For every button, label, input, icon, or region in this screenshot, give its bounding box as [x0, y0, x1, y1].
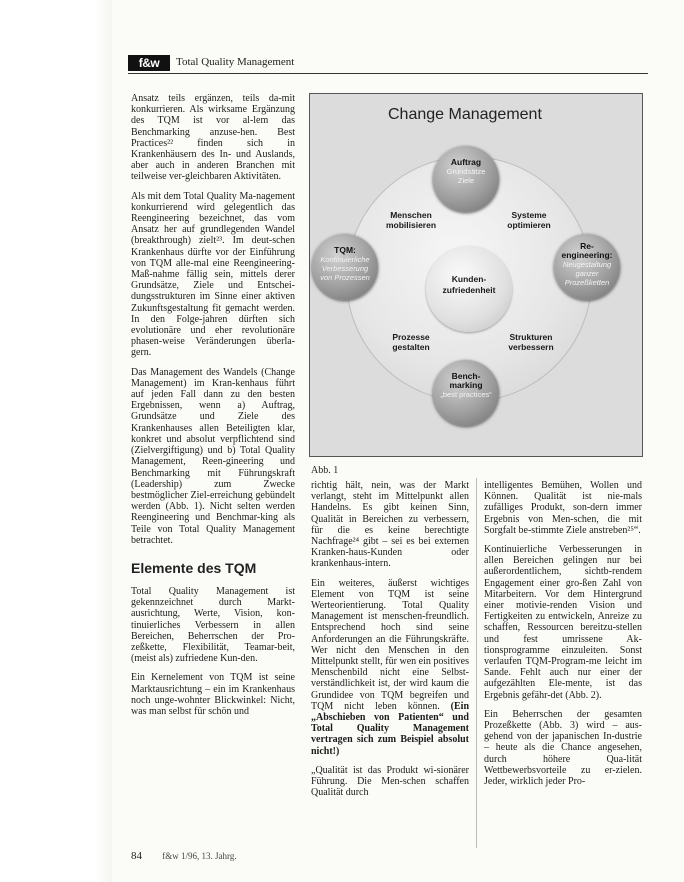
node-reengineering	[554, 234, 620, 300]
figure-caption: Abb. 1	[311, 465, 339, 476]
node-title: Auftrag	[450, 157, 482, 167]
running-header	[128, 55, 648, 75]
page-number: 84	[131, 850, 142, 862]
bold-remark: (Ein „Abschieben von Patienten“ und Total Quality Management vertragen sich zum Beispiel absolut nicht!)	[311, 700, 470, 757]
section-heading: Elemente des TQM	[131, 559, 257, 576]
node-tqm	[312, 234, 378, 300]
paragraph: richtig hält, nein, was der Markt verlangt, steht im Mittelpunkt allen Handelns. Es gibt keinen Sinn, Qualität in Bereichen zu verbessern, für die es keine berechtigte Nachfrage²⁴ gibt – sei es bei externen Kranken-haus-Kunden oder krankenhaus-intern.	[311, 480, 469, 570]
journal-logo: f&w	[128, 55, 170, 71]
header-title: Total Quality Management	[176, 56, 295, 68]
node-auftrag	[433, 146, 499, 212]
node-subtitle: Kontinuierliche Verbesserung von Prozessen	[320, 255, 370, 282]
page-margin	[0, 0, 112, 882]
node-subtitle: Neugestaltung ganzer Prozeßketten	[562, 260, 612, 287]
paragraph-text: Ein weiteres, äußerst wichtiges Element von TQM ist seine Werteorientierung. Total Quality Management ist menschen-freundlich. Entsprechend hoch sind seine Anforderungen an die Führungskräfte. Wer nicht den Menschen in den Mittelpunkt stellt, für wen ein positives Menschenbild nicht eine Selbst-verständlichkeit ist, der wird kaum die Grundidee von TQM begreifen und TQM nicht leben können.	[311, 577, 469, 712]
paragraph: Kontinuierliche Verbesserungen in allen Bereichen gelingen nur bei außerordentlichem, sichtb-rendem Engagement einer gro-ßen Zahl von Mitarbeitern. Vor dem Hintergrund einer motivie-renden Vision und Fertigkeiten zu entwickeln, Anreize zu schaffen, Ressourcen bereitzu-stellen und fest umrissene Ak-tionsprogramme einzuleiten. Sonst verlaufen TQM-Program-me leicht im Sande. Fehlt auch nur einer der aufgezählten Ele-mente, ist das Ergebnis gefähr-det (Abb. 2).	[484, 544, 642, 701]
paragraph: Total Quality Management ist gekennzeichnet durch Markt-ausrichtung, Werte, Vision, kon-tinuierliches Verbessern in allen Bereichen, Beherrschen der Pro-zeßkette, Flexibilität, Teamar-beit, (meist als) zufriedene Kun-den.	[131, 585, 295, 665]
node-title: TQM:	[334, 245, 356, 255]
column-left	[131, 93, 295, 725]
figure-change-management	[309, 93, 643, 457]
paragraph: intelligentes Bemühen, Wollen und Können. Qualität ist nie-mals zufälliges Produkt, son-dern immer Ergebnis von Men-schen, die mit Sorgfalt be-stimmte Ziele anstreben²⁵“.	[484, 480, 642, 536]
column-divider	[476, 478, 477, 848]
paragraph: Ein Kernelement von TQM ist seine Marktausrichtung – ein im Krankenhaus noch unge-wohnter Blickwinkel: Nicht, was man selbst für schön und	[131, 672, 295, 717]
node-benchmarking	[433, 360, 499, 426]
paragraph: Ein Beherrschen der gesamten Prozeßkette (Abb. 3) wird – aus-gehend von der japanischen In-dustrie – heute als die Chance angesehen, durch höhere Qua-lität Wettbewerbsvorteile zu er-zielen. Jeder, wirklich jeder Pro-	[484, 708, 642, 788]
label-systeme: Systeme optimieren	[507, 210, 551, 230]
header-rule	[128, 73, 648, 74]
column-right	[484, 480, 642, 795]
figure-title: Change Management	[388, 106, 542, 123]
paragraph: Als mit dem Total Quality Ma-nagement konkurrierend wird gelegentlich das Reengineering bezeichnet, das vom Ansatz her auf grundlegenden Wandel (breakthrough) zielt²³. Im deut-schen Krankenhaus dürfte vor der Einführung von TQM alle-mal eine Reengineering-Maß-nahme fällig sein, mittels derer Grundsätze, Ziele und Entschei-dungsstrukturen im Sinne einer aktiven Zukunftsgestaltung fit gemacht werden. In den Folge-jahren dürften sich evolutionäre und eher revolutionäre phasen-weise Veränderungen überla-gern.	[131, 190, 295, 359]
label-strukturen: Strukturen verbessern	[508, 332, 554, 352]
label-prozesse: Prozesse gestalten	[392, 332, 430, 352]
node-title: Re- engineering:	[561, 241, 613, 260]
column-middle	[311, 480, 469, 806]
node-subtitle: „best practices“	[440, 390, 492, 399]
paragraph: „Qualität ist das Produkt wi-sionärer Führung. Die Men-schen schaffen Qualität durch	[311, 764, 469, 799]
paragraph: Ansatz teils ergänzen, teils da-mit konkurrieren. Als wirksame Ergänzung des TQM ist vor al-lem das Benchmarking anzuse-hen. Best Practices²² finden sich in Krankenhäusern des In- und Auslands, aber auch in anderen Branchen mit teilweise ver-gleichbaren Aktivitäten.	[131, 93, 295, 183]
paragraph: Das Management des Wandels (Change Management) im Kran-kenhaus führt auf jeden Fall dann zu den besten Ergebnissen, wenn a) Auftrag, Grundsätze und Ziele des Krankenhauses allen Beteiligten klar, konkret und absolut verpflichtend sind (Zielvergiftigung) und b) Total Quality Management, Reen-gineering und Benchmarking mit Führungskraft (Leadership) zum Zwecke bestmöglicher Ziel-erreichung gebündelt werden (Abb. 1). Nicht selten werden Reengineering und Benchmar-king als Teile von Total Quality Management betrachtet.	[131, 366, 295, 546]
page-footer	[131, 850, 237, 862]
node-title: Bench- marking	[449, 371, 483, 390]
paragraph	[311, 578, 469, 757]
center-label: Kunden- zufriedenheit	[442, 274, 496, 295]
footer-text: f&w 1/96, 13. Jahrg.	[162, 851, 237, 861]
node-subtitle: Grundsätze Ziele	[446, 167, 486, 185]
label-menschen: Menschen mobilisieren	[385, 210, 437, 230]
